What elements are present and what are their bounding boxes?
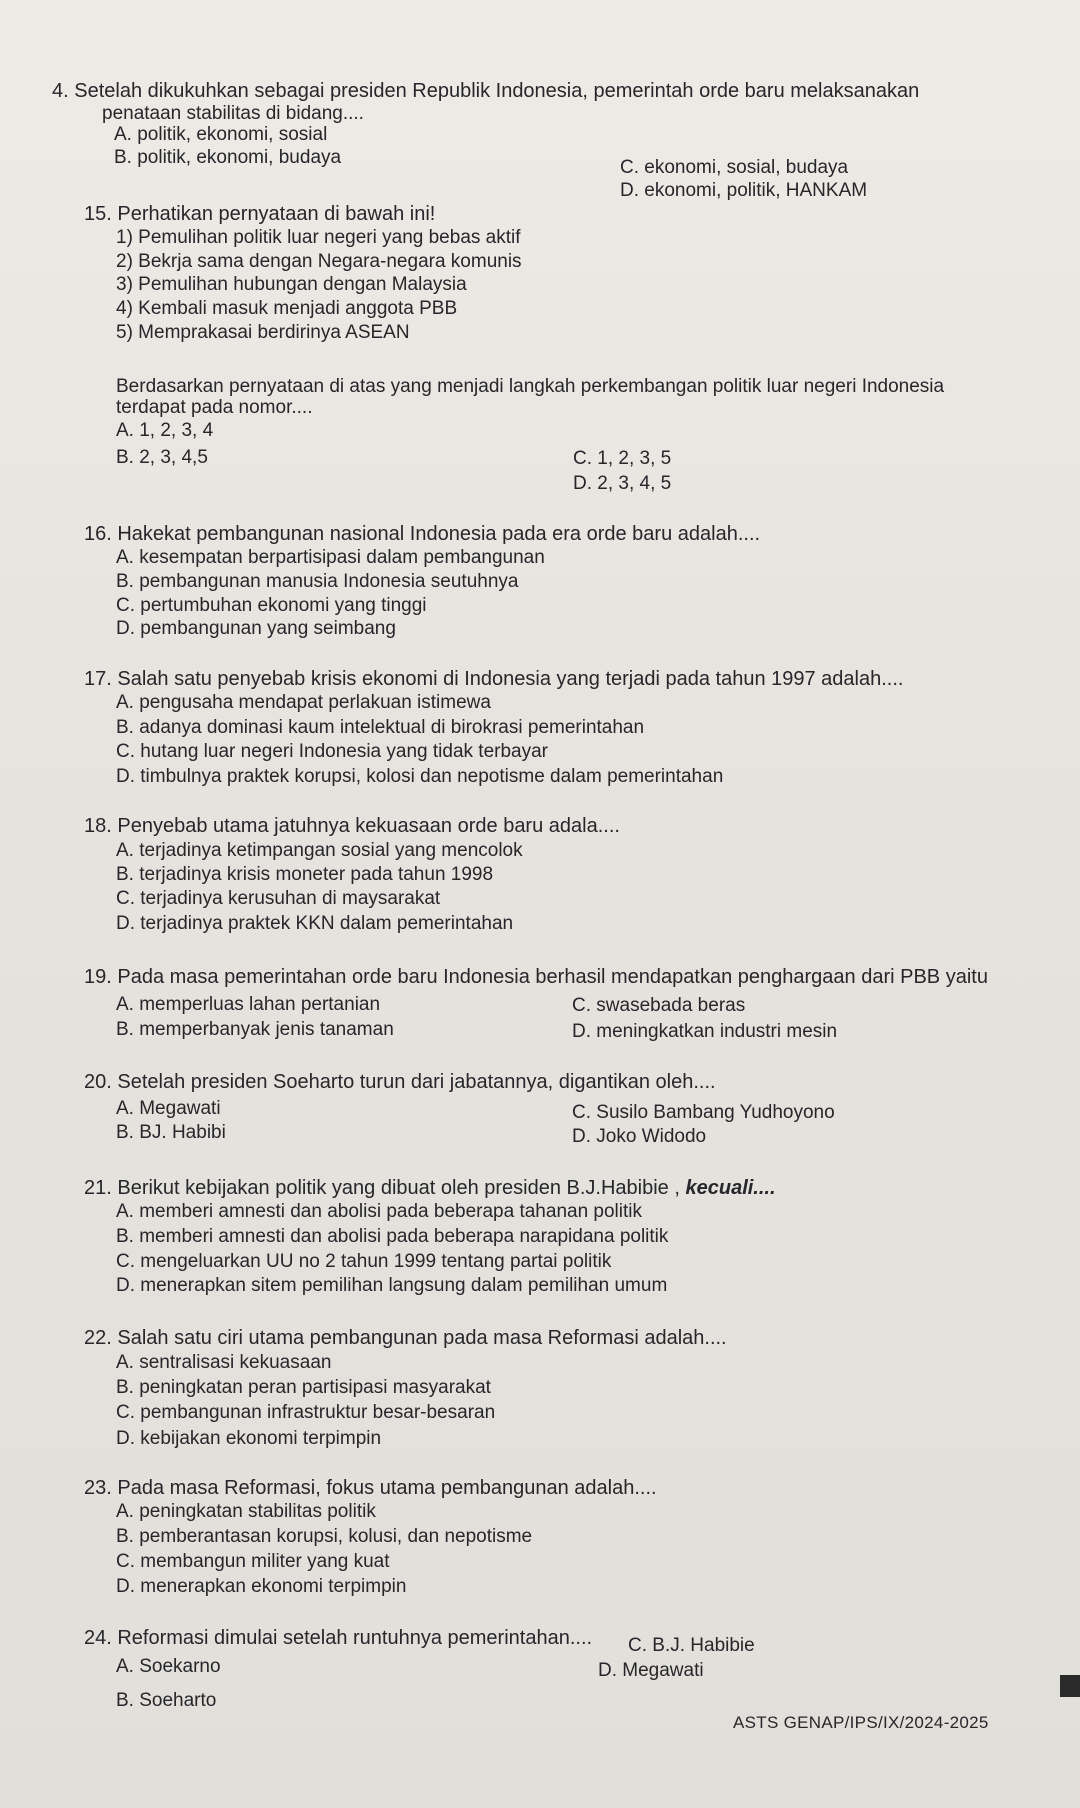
q21-option-c: C. mengeluarkan UU no 2 tahun 1999 tentang partai politik (116, 1251, 612, 1272)
q15-statement-5: 5) Memprakasai berdirinya ASEAN (116, 322, 410, 343)
q23-option-a: A. peningkatan stabilitas politik (116, 1501, 376, 1522)
q15-option-a: A. 1, 2, 3, 4 (116, 420, 214, 441)
q19-option-c: C. swasebada beras (572, 995, 746, 1016)
q14-stem-line1: 4. Setelah dikukuhkan sebagai presiden Republik Indonesia, pemerintah orde baru melaksanakan (52, 80, 920, 102)
q18-option-a: A. terjadinya ketimpangan sosial yang mencolok (116, 840, 523, 861)
q15-statement-4: 4) Kembali masuk menjadi anggota PBB (116, 298, 458, 319)
q14-stem-line2: penataan stabilitas di bidang.... (102, 103, 364, 124)
q18-stem: 18. Penyebab utama jatuhnya kekuasaan orde baru adala.... (84, 815, 620, 837)
q17-option-c: C. hutang luar negeri Indonesia yang tidak terbayar (116, 741, 548, 762)
q23-stem: 23. Pada masa Reformasi, fokus utama pembangunan adalah.... (84, 1477, 657, 1499)
q14-option-c: C. ekonomi, sosial, budaya (620, 157, 849, 178)
q20-option-b: B. BJ. Habibi (116, 1122, 226, 1143)
q24-stem: 24. Reformasi dimulai setelah runtuhnya pemerintahan.... (84, 1627, 593, 1649)
q14-option-d: D. ekonomi, politik, HANKAM (620, 180, 868, 201)
q20-stem: 20. Setelah presiden Soeharto turun dari jabatannya, digantikan oleh.... (84, 1071, 716, 1093)
q21-stem-text: 21. Berikut kebijakan politik yang dibuat oleh presiden B.J.Habibie , (84, 1177, 680, 1199)
q15-statement-3: 3) Pemulihan hubungan dengan Malaysia (116, 274, 467, 295)
q19-stem: 19. Pada masa pemerintahan orde baru Indonesia berhasil mendapatkan penghargaan dari PBB yaitu (84, 966, 988, 988)
q16-option-b: B. pembangunan manusia Indonesia seutuhnya (116, 571, 519, 592)
q19-option-a: A. memperluas lahan pertanian (116, 994, 381, 1015)
q15-follow-line2: terdapat pada nomor.... (116, 397, 313, 418)
q20-option-c: C. Susilo Bambang Yudhoyono (572, 1102, 835, 1123)
q17-stem: 17. Salah satu penyebab krisis ekonomi di Indonesia yang terjadi pada tahun 1997 adalah.... (84, 668, 904, 690)
q23-option-d: D. menerapkan ekonomi terpimpin (116, 1576, 407, 1597)
q15-option-d: D. 2, 3, 4, 5 (573, 473, 672, 494)
q22-option-a: A. sentralisasi kekuasaan (116, 1352, 332, 1373)
q16-option-d: D. pembangunan yang seimbang (116, 618, 396, 639)
q22-option-b: B. peningkatan peran partisipasi masyarakat (116, 1377, 491, 1398)
q16-option-a: A. kesempatan berpartisipasi dalam pembangunan (116, 547, 545, 568)
q17-option-b: B. adanya dominasi kaum intelektual di birokrasi pemerintahan (116, 717, 645, 738)
q20-option-d: D. Joko Widodo (572, 1126, 707, 1147)
q22-stem: 22. Salah satu ciri utama pembangunan pada masa Reformasi adalah.... (84, 1327, 727, 1349)
q24-option-a: A. Soekarno (116, 1656, 221, 1677)
q21-option-a: A. memberi amnesti dan abolisi pada beberapa tahanan politik (116, 1201, 642, 1222)
q14-option-a: A. politik, ekonomi, sosial (114, 124, 328, 145)
q21-option-d: D. menerapkan sitem pemilihan langsung dalam pemilihan umum (116, 1275, 668, 1296)
q15-statement-1: 1) Pemulihan politik luar negeri yang bebas aktif (116, 227, 521, 248)
q17-option-d: D. timbulnya praktek korupsi, kolosi dan nepotisme dalam pemerintahan (116, 766, 724, 787)
q21-stem-emphasis: kecuali.... (685, 1177, 776, 1199)
q21-option-b: B. memberi amnesti dan abolisi pada beberapa narapidana politik (116, 1226, 669, 1247)
exam-code-footer: ASTS GENAP/IPS/IX/2024-2025 (733, 1713, 989, 1732)
q15-option-b: B. 2, 3, 4,5 (116, 447, 208, 468)
q24-option-d: D. Megawati (598, 1660, 704, 1681)
q24-option-c: C. B.J. Habibie (628, 1635, 755, 1656)
q23-option-c: C. membangun militer yang kuat (116, 1551, 390, 1572)
q23-option-b: B. pemberantasan korupsi, kolusi, dan nepotisme (116, 1526, 533, 1547)
page-edge-shadow (1060, 1675, 1080, 1697)
q22-option-d: D. kebijakan ekonomi terpimpin (116, 1428, 382, 1449)
q19-option-d: D. meningkatkan industri mesin (572, 1021, 838, 1042)
q19-option-b: B. memperbanyak jenis tanaman (116, 1019, 394, 1040)
q15-stem: 15. Perhatikan pernyataan di bawah ini! (84, 203, 436, 225)
q20-option-a: A. Megawati (116, 1098, 221, 1119)
q18-option-c: C. terjadinya kerusuhan di maysarakat (116, 888, 441, 909)
q15-follow-line1: Berdasarkan pernyataan di atas yang menjadi langkah perkembangan politik luar negeri Indonesia (116, 376, 945, 397)
q17-option-a: A. pengusaha mendapat perlakuan istimewa (116, 692, 491, 713)
q14-option-b: B. politik, ekonomi, budaya (114, 147, 342, 168)
q16-stem: 16. Hakekat pembangunan nasional Indonesia pada era orde baru adalah.... (84, 523, 761, 545)
q24-option-b: B. Soeharto (116, 1690, 217, 1711)
q15-statement-2: 2) Bekrja sama dengan Negara-negara komunis (116, 251, 522, 272)
q22-option-c: C. pembangunan infrastruktur besar-besaran (116, 1402, 496, 1423)
q18-option-b: B. terjadinya krisis moneter pada tahun 1998 (116, 864, 494, 885)
q21-stem (84, 1177, 776, 1199)
q18-option-d: D. terjadinya praktek KKN dalam pemerintahan (116, 913, 514, 934)
q16-option-c: C. pertumbuhan ekonomi yang tinggi (116, 595, 427, 616)
q15-option-c: C. 1, 2, 3, 5 (573, 448, 672, 469)
